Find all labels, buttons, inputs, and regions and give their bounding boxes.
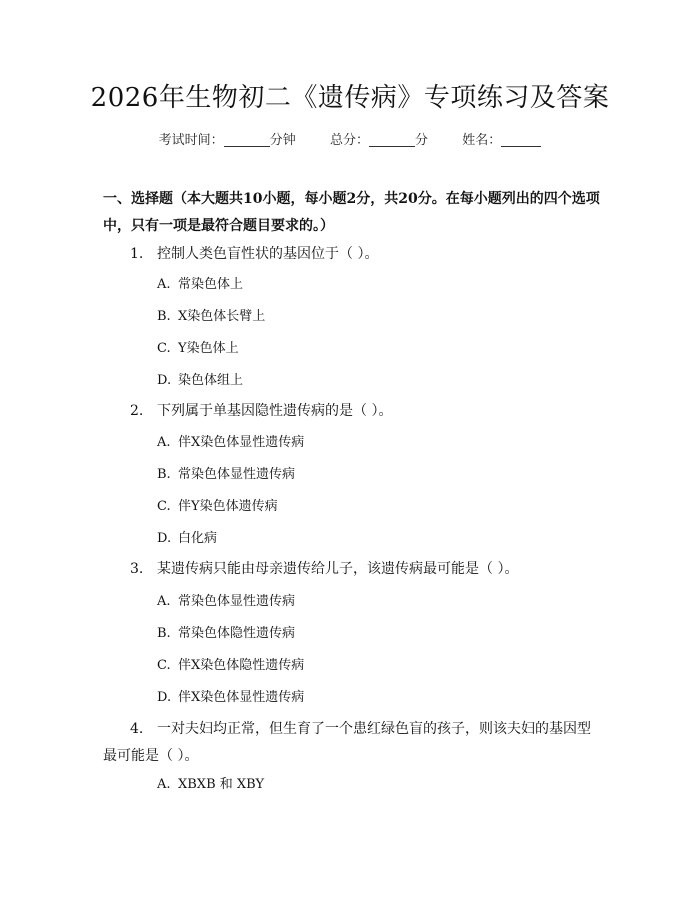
option-letter: D. (157, 373, 172, 388)
question-3-option-d (157, 688, 577, 708)
question-text: 某遗传病只能由母亲遗传给儿子，该遗传病最可能是（ ）。 (157, 561, 519, 577)
question-3-option-b (157, 624, 577, 644)
option-text: 伴X染色体隐性遗传病 (178, 658, 305, 673)
option-letter: B. (157, 467, 171, 482)
question-2 (130, 398, 600, 425)
option-letter: A. (157, 277, 171, 292)
question-3-option-c (157, 656, 577, 676)
option-text: 白化病 (178, 531, 218, 546)
question-number: 2. (130, 403, 144, 419)
question-number: 3. (130, 561, 144, 577)
option-letter: B. (157, 309, 171, 324)
question-number: 4. (130, 721, 144, 737)
option-letter: D. (157, 690, 172, 705)
option-text: X染色体长臂上 (178, 309, 266, 324)
option-letter: D. (157, 531, 172, 546)
time-unit: 分钟 (269, 133, 296, 148)
section-heading: 一、选择题（本大题共10小题，每小题2分，共20分。在每小题列出的四个选项中，只有一项是最符合题目要求的。） (103, 191, 600, 234)
option-text: 伴X染色体显性遗传病 (178, 690, 305, 705)
time-blank (224, 132, 270, 147)
score-label: 总分： (329, 133, 369, 148)
question-2-option-b (157, 465, 577, 485)
option-letter: B. (157, 626, 171, 641)
time-label: 考试时间： (158, 133, 224, 148)
question-4-option-a (157, 775, 577, 795)
option-letter: A. (157, 435, 171, 450)
question-1-option-b (157, 307, 577, 327)
question-text: 下列属于单基因隐性遗传病的是（ ）。 (157, 403, 393, 419)
option-letter: C. (157, 658, 171, 673)
name-blank (501, 132, 541, 147)
question-1-option-d (157, 371, 577, 391)
question-3-option-a (157, 592, 577, 612)
option-letter: A. (157, 594, 171, 609)
option-text: 伴X染色体显性遗传病 (178, 435, 305, 450)
option-text: 染色体组上 (178, 373, 244, 388)
question-4 (103, 716, 601, 770)
question-text: 控制人类色盲性状的基因位于（ ）。 (157, 246, 379, 262)
question-3 (130, 556, 600, 583)
question-number: 1. (130, 246, 144, 262)
option-text: 常染色体显性遗传病 (178, 594, 296, 609)
document-title: 2026年生物初二《遗传病》专项练习及答案 (90, 83, 610, 113)
question-text: 一对夫妇均正常，但生育了一个患红绿色盲的孩子，则该夫妇的基因型最可能是（ ）。 (103, 721, 591, 764)
question-1 (130, 241, 600, 268)
option-letter: C. (157, 341, 171, 356)
question-1-option-c (157, 339, 577, 359)
question-2-option-a (157, 433, 577, 453)
option-text: Y染色体上 (178, 341, 239, 356)
option-text: 常染色体隐性遗传病 (178, 626, 296, 641)
option-letter: A. (157, 777, 171, 792)
question-2-option-c (157, 497, 577, 517)
option-text: XBXB 和 XBY (178, 777, 265, 792)
option-letter: C. (157, 499, 171, 514)
option-text: 伴Y染色体遗传病 (178, 499, 278, 514)
score-blank (369, 132, 415, 147)
score-unit: 分 (415, 133, 429, 148)
option-text: 常染色体上 (178, 277, 244, 292)
question-1-option-a (157, 275, 577, 295)
exam-meta-line (0, 132, 700, 150)
option-text: 常染色体显性遗传病 (178, 467, 296, 482)
question-2-option-d (157, 529, 577, 549)
name-label: 姓名： (462, 133, 502, 148)
